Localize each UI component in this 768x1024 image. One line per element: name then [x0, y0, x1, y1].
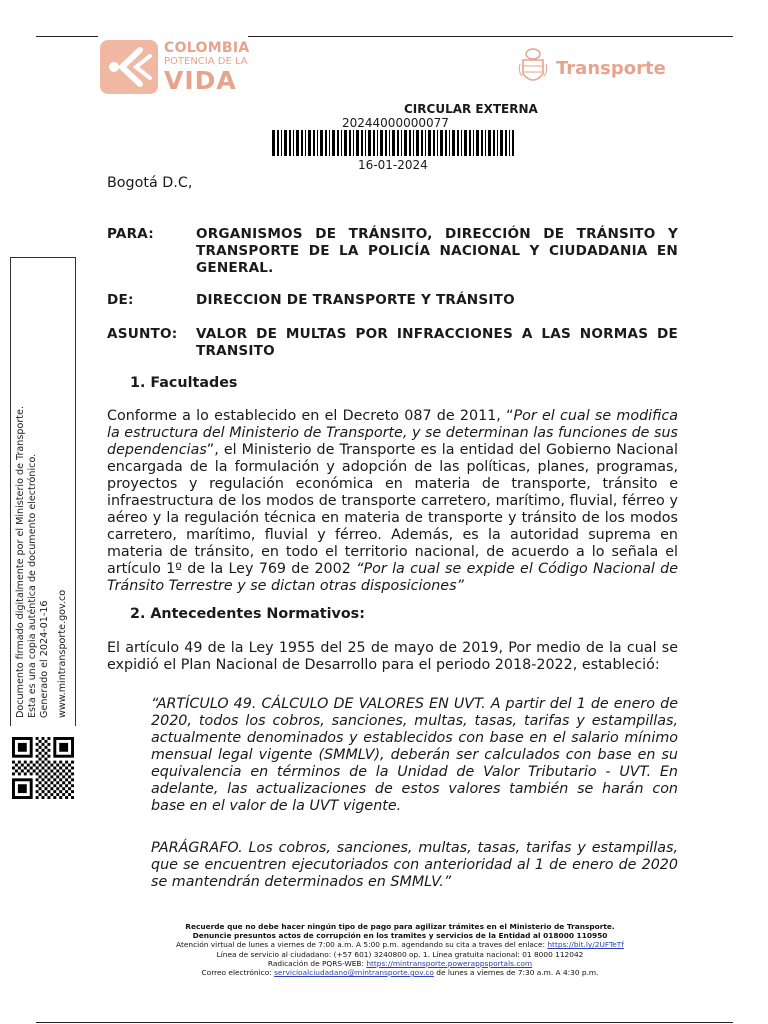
- paragrafo-quote: PARÁGRAFO. Los cobros, sanciones, multas, tasas, tarifas y estampillas, que se encuentren ejecutoriados con anterioridad al 1 de enero de 2020 se mantendrán determinados en SMMLV.”: [151, 840, 678, 890]
- place-text: Bogotá D.C,: [107, 175, 193, 191]
- footer-line-5: [120, 959, 680, 968]
- email-link[interactable]: servicioalciudadano@mintransporte.gov.co: [274, 968, 434, 978]
- para-label: PARA:: [107, 226, 154, 242]
- doc-type-title: CIRCULAR EXTERNA: [404, 102, 538, 116]
- barcode-image: [272, 130, 514, 156]
- s1-italic-law: “Por la cual se expide el Código Nacional de Tránsito Terrestre y se dictan otras disposiciones”: [107, 561, 678, 594]
- footer-line-2: Denuncie presuntos actos de corrupción en los tramites y servicios de la Entidad al 018000 110950: [192, 931, 608, 941]
- footer-line-1: Recuerde que no debe hacer ningún tipo de pago para agilizar trámites en el Ministerio de Transporte.: [185, 922, 615, 931]
- footer-line-4: Línea de servicio al ciudadano: (+57 601) 3240800 op. 1. Línea gratuita nacional: 01 8000 112042: [216, 949, 584, 959]
- radicado-number: 20244000000077: [342, 116, 449, 130]
- logo-text-colombia: COLOMBIA: [164, 40, 250, 56]
- signature-line-1: Documento firmado digitalmente por el Ministerio de Transporte.: [15, 406, 26, 718]
- footer-line-3: [120, 940, 680, 949]
- asunto-value: VALOR DE MULTAS POR INFRACCIONES A LAS NORMAS DE TRANSITO: [196, 326, 678, 359]
- signature-line-3: Generado el 2024-01-16: [39, 600, 50, 718]
- coat-of-arms-icon: [518, 46, 548, 88]
- section-2-paragraph: El artículo 49 de la Ley 1955 del 25 de mayo de 2019, Por medio de la cual se expidió el Plan Nacional de Desarrollo para el periodo 2018-2022, estableció:: [107, 640, 678, 673]
- pqrs-link[interactable]: https://mintransporte.powerappsportals.com: [366, 958, 533, 968]
- article-49-quote: “ARTÍCULO 49. CÁLCULO DE VALORES EN UVT. A partir del 1 de enero de 2020, todos los cobros, sanciones, multas, tasas, tarifas y estampillas, actualmente denominados y establecidos con base en el salario mínimo mensual legal vigente (SMMLV), deberán ser calculados con base en su equivalencia en términos de la Unidad de Valor Tributario - UVT. En adelante, las actualizaciones de estos valores también se harán con base en el valor de la UVT vigente.: [151, 696, 678, 814]
- appointment-link[interactable]: https://bit.ly/2UFTeTf: [547, 940, 624, 950]
- footer-line-3-text: Atención virtual de lunes a viernes de 7:00 a.m. A 5:00 p.m. agendando su cita a traves del enlace:: [176, 940, 548, 950]
- para-value: ORGANISMOS DE TRÁNSITO, DIRECCIÓN DE TRÁNSITO Y TRANSPORTE DE LA POLICÍA NACIONAL Y CIUDADANIA EN GENERAL.: [196, 226, 678, 276]
- de-value: DIRECCION DE TRANSPORTE Y TRÁNSITO: [196, 292, 515, 308]
- transporte-logo: [518, 46, 666, 90]
- s1-mid: ”, el Ministerio de Transporte es la entidad del Gobierno Nacional encargada de la formulación y adopción de las políticas, planes, programas, proyectos y regulación económica en materia de transporte, tránsito e infraestructura de los modos de transporte carretero, marítimo, fluvial, férreo y aéreo y la regulación técnica en materia de transporte y tránsito de los modos carretero, marítimo, fluvial y férreo. Además, es la autoridad suprema en materia de tránsito, en todo el territorio nacional, de acuerdo a lo señala el artículo 1º de la Ley 769 de 2002: [107, 442, 678, 577]
- signature-line-2: Esta es una copia auténtica de documento electrónico.: [27, 453, 38, 718]
- colombia-potencia-vida-logo: [100, 40, 250, 94]
- s1-italic-decree: Por el cual se modifica la estructura del Ministerio de Transporte, y se determinan las funciones de sus dependencias: [107, 408, 678, 458]
- footer-line-6-text: Correo electrónico:: [201, 968, 275, 978]
- de-label: DE:: [107, 292, 134, 308]
- section-2-heading: 2. Antecedentes Normativos:: [130, 606, 365, 622]
- logo-text-transporte: Transporte: [556, 58, 666, 79]
- footer-line-6-tail: de lunes a viernes de 7:30 a.m. A 4:30 p.m.: [433, 968, 599, 978]
- footer-line-6: [120, 968, 680, 977]
- colombia-logo-icon: [100, 40, 160, 94]
- section-1-heading: 1. Facultades: [130, 375, 238, 391]
- asunto-label: ASUNTO:: [107, 326, 178, 342]
- document-date: 16-01-2024: [358, 158, 428, 172]
- footer-line-5-text: Radicación de PQRS-WEB:: [267, 958, 367, 968]
- logo-text-vida: VIDA: [164, 66, 237, 95]
- bottom-rule: [36, 1022, 733, 1023]
- digital-signature-box: [10, 257, 76, 726]
- top-rule-left: [36, 36, 98, 37]
- section-1-paragraph: [107, 408, 678, 595]
- top-rule-right: [248, 36, 733, 37]
- qr-code-icon: [12, 737, 74, 799]
- signature-line-4: www.mintransporte.gov.co: [57, 589, 68, 718]
- footer: [120, 922, 680, 977]
- s1-lead: Conforme a lo establecido en el Decreto 087 de 2011, “: [107, 408, 514, 424]
- logo-text-potencia: POTENCIA DE LA: [164, 56, 248, 67]
